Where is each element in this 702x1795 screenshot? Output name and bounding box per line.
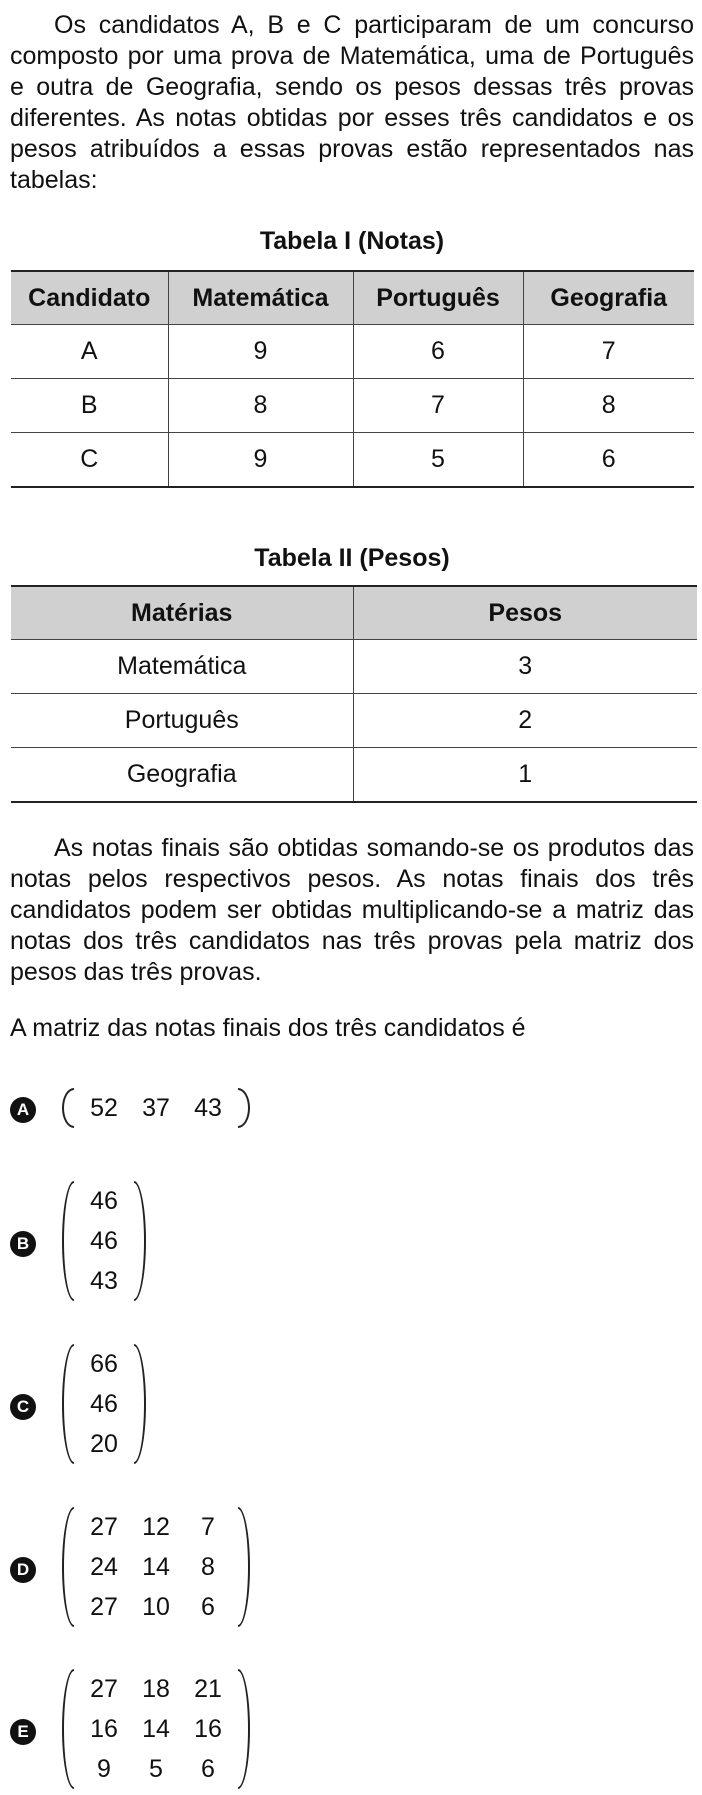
table-cell: 8 bbox=[168, 379, 353, 433]
right-parenthesis bbox=[134, 1181, 146, 1301]
matrix-cell: 46 bbox=[90, 1186, 118, 1215]
matrix-cell: 14 bbox=[142, 1714, 170, 1743]
matrix-cell: 43 bbox=[90, 1266, 118, 1295]
table-cell: 5 bbox=[353, 433, 523, 488]
matrix-row bbox=[78, 1261, 130, 1301]
left-parenthesis bbox=[62, 1344, 74, 1464]
weights-table bbox=[11, 585, 697, 803]
table-cell: Matemática bbox=[11, 640, 353, 694]
header-cell: Candidato bbox=[11, 271, 168, 325]
matrix-cell: 16 bbox=[90, 1714, 118, 1743]
right-parenthesis bbox=[134, 1344, 146, 1464]
header-cell: Geografia bbox=[523, 271, 694, 325]
matrix-cell: 12 bbox=[142, 1512, 170, 1541]
left-parenthesis bbox=[62, 1088, 74, 1128]
matrix-cell: 46 bbox=[90, 1389, 118, 1418]
matrix-row bbox=[78, 1709, 234, 1749]
table-cell: 9 bbox=[168, 433, 353, 488]
table-row bbox=[11, 379, 694, 433]
option-letter-badge: D bbox=[10, 1557, 36, 1583]
matrix-row bbox=[78, 1749, 234, 1789]
left-parenthesis bbox=[62, 1507, 74, 1627]
matrix-row bbox=[78, 1221, 130, 1261]
answer-matrix bbox=[62, 1507, 250, 1627]
table-cell: 7 bbox=[353, 379, 523, 433]
matrix-cell: 24 bbox=[90, 1552, 118, 1581]
matrix-cell: 66 bbox=[90, 1349, 118, 1378]
table-cell: Português bbox=[11, 694, 353, 748]
matrix-cell: 37 bbox=[142, 1093, 170, 1122]
table-cell: 6 bbox=[523, 433, 694, 488]
left-parenthesis bbox=[62, 1181, 74, 1301]
option-e[interactable] bbox=[10, 1669, 610, 1793]
table-cell: 8 bbox=[523, 379, 694, 433]
matrix-cell: 20 bbox=[90, 1429, 118, 1458]
matrix-row bbox=[78, 1181, 130, 1221]
intro-paragraph: Os candidatos A, B e C participaram de um concurso composto por uma prova de Matemática, uma de Português e outra de Geografia, sendo os pesos dessas três provas diferentes. As notas obtidas por esses três candidatos e os pesos atribuídos a essas provas estão representados nas tabelas: bbox=[10, 11, 694, 194]
answer-matrix bbox=[62, 1344, 146, 1464]
table2-caption: Tabela II (Pesos) bbox=[254, 544, 450, 572]
table-cell: 1 bbox=[353, 748, 697, 803]
matrix-cell: 18 bbox=[142, 1674, 170, 1703]
table-row bbox=[11, 433, 694, 488]
option-c[interactable] bbox=[10, 1344, 610, 1468]
right-parenthesis bbox=[238, 1669, 250, 1789]
matrix-cell: 9 bbox=[97, 1754, 111, 1783]
option-letter-badge: E bbox=[10, 1719, 36, 1745]
matrix-cell: 10 bbox=[142, 1592, 170, 1621]
grades-header-row bbox=[11, 271, 694, 325]
table-cell: 9 bbox=[168, 325, 353, 379]
table-cell: C bbox=[11, 433, 168, 488]
matrix-row bbox=[78, 1669, 234, 1709]
grades-table bbox=[11, 270, 694, 488]
option-letter-badge: A bbox=[10, 1097, 36, 1123]
answer-matrix bbox=[62, 1181, 146, 1301]
table-row bbox=[11, 325, 694, 379]
right-parenthesis bbox=[238, 1088, 250, 1128]
header-cell: Português bbox=[353, 271, 523, 325]
left-parenthesis bbox=[62, 1669, 74, 1789]
table-cell: 7 bbox=[523, 325, 694, 379]
matrix-cell: 5 bbox=[149, 1754, 163, 1783]
matrix-cell: 16 bbox=[194, 1714, 222, 1743]
header-cell: Matérias bbox=[11, 586, 353, 640]
matrix-cell: 8 bbox=[201, 1552, 215, 1581]
matrix-cell: 27 bbox=[90, 1592, 118, 1621]
table-row bbox=[11, 640, 697, 694]
matrix-cell: 27 bbox=[90, 1674, 118, 1703]
option-b[interactable] bbox=[10, 1181, 610, 1305]
matrix-cell: 14 bbox=[142, 1552, 170, 1581]
table-row bbox=[11, 748, 697, 803]
table-cell: A bbox=[11, 325, 168, 379]
explanation-paragraph: As notas finais são obtidas somando-se os produtos das notas pelos respectivos pesos. As notas finais dos três candidatos podem ser obtidas multiplicando-se a matriz das notas dos três candidatos nas três provas pela matriz dos pesos das três provas. bbox=[10, 834, 694, 986]
option-a[interactable] bbox=[10, 1088, 610, 1128]
header-cell: Matemática bbox=[168, 271, 353, 325]
matrix-cell: 52 bbox=[90, 1093, 118, 1122]
table1-caption: Tabela I (Notas) bbox=[259, 227, 445, 255]
table-cell: 2 bbox=[353, 694, 697, 748]
matrix-row bbox=[78, 1547, 234, 1587]
table-cell: Geografia bbox=[11, 748, 353, 803]
answer-matrix bbox=[62, 1088, 250, 1128]
matrix-cell: 6 bbox=[201, 1754, 215, 1783]
matrix-cell: 6 bbox=[201, 1592, 215, 1621]
table-cell: B bbox=[11, 379, 168, 433]
question-text: A matriz das notas finais dos três candidatos é bbox=[10, 1014, 526, 1042]
table-cell: 6 bbox=[353, 325, 523, 379]
option-d[interactable] bbox=[10, 1507, 610, 1631]
header-cell: Pesos bbox=[353, 586, 697, 640]
matrix-row bbox=[78, 1507, 234, 1547]
option-letter-badge: C bbox=[10, 1394, 36, 1420]
matrix-cell: 21 bbox=[194, 1674, 222, 1703]
matrix-cell: 43 bbox=[194, 1093, 222, 1122]
matrix-row bbox=[78, 1587, 234, 1627]
matrix-row bbox=[78, 1088, 234, 1128]
weights-header-row bbox=[11, 586, 697, 640]
table-cell: 3 bbox=[353, 640, 697, 694]
matrix-row bbox=[78, 1384, 130, 1424]
matrix-cell: 7 bbox=[201, 1512, 215, 1541]
matrix-cell: 27 bbox=[90, 1512, 118, 1541]
table-row bbox=[11, 694, 697, 748]
matrix-row bbox=[78, 1344, 130, 1384]
option-letter-badge: B bbox=[10, 1231, 36, 1257]
matrix-cell: 46 bbox=[90, 1226, 118, 1255]
matrix-row bbox=[78, 1424, 130, 1464]
answer-matrix bbox=[62, 1669, 250, 1789]
right-parenthesis bbox=[238, 1507, 250, 1627]
